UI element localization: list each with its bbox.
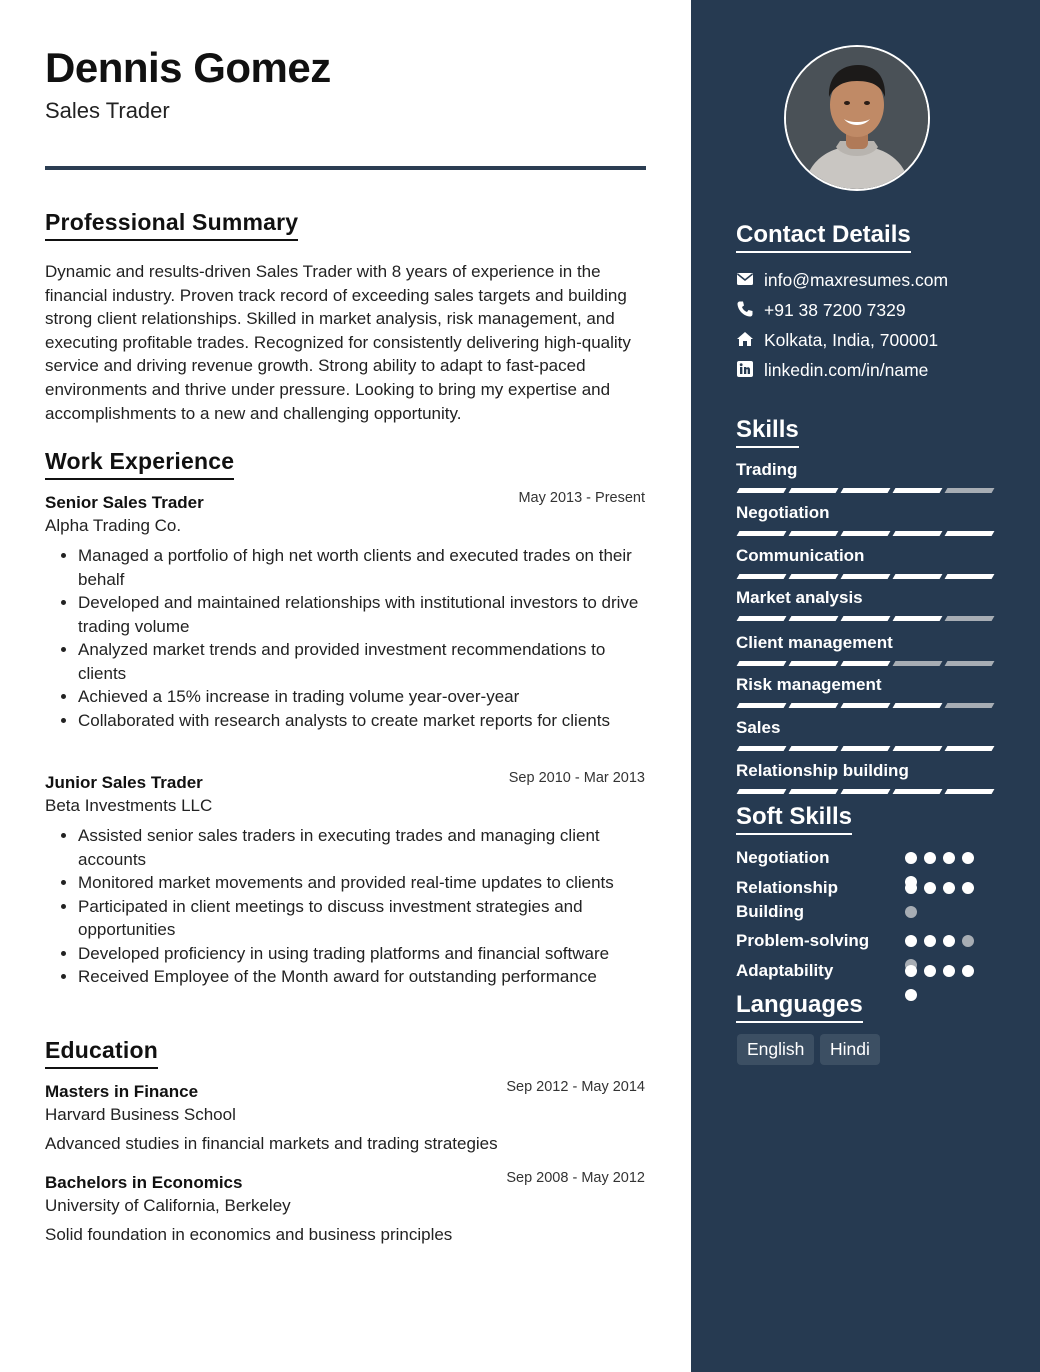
envelope-icon [736, 270, 754, 288]
rating-dot [943, 852, 955, 864]
job-title: Senior Sales Trader [45, 493, 204, 512]
rating-dot [962, 852, 974, 864]
skill-rating-segment [737, 616, 787, 621]
skill-name: Communication [736, 546, 865, 565]
address-text: Kolkata, India, 700001 [764, 330, 939, 350]
skill-item [736, 718, 992, 738]
person-portrait-icon [786, 47, 928, 189]
skill-rating-segment [737, 703, 787, 708]
skill-item [736, 460, 992, 480]
education-heading: Education [45, 1037, 158, 1069]
skill-rating-segment [893, 789, 943, 794]
skill-rating-segment [841, 661, 891, 666]
skill-item [736, 503, 992, 523]
education-entry [45, 1081, 645, 1154]
skill-rating-segment [737, 574, 787, 579]
job-entry [45, 772, 645, 989]
skill-rating-segment [893, 746, 943, 751]
skill-name: Relationship building [736, 761, 909, 780]
job-bullet: • Received Employee of the Month award for outstanding performance [78, 965, 645, 989]
rating-dot [962, 965, 974, 977]
rating-dot [905, 965, 917, 977]
skills-heading: Skills [736, 416, 799, 448]
skill-rating-segment [841, 488, 891, 493]
rating-dot [924, 935, 936, 947]
skill-item [736, 588, 992, 608]
skill-rating-segment [893, 703, 943, 708]
soft-skill-name: Relationship Building [736, 878, 839, 921]
skill-rating-bar [738, 789, 994, 795]
education-description: Solid foundation in economics and business principles [45, 1225, 453, 1244]
soft-skill-item [736, 876, 1016, 924]
rating-dot [905, 989, 917, 1001]
linkedin-icon [736, 360, 754, 378]
rating-dot [924, 882, 936, 894]
phone-icon [736, 300, 754, 318]
contact-email[interactable] [736, 270, 948, 292]
skill-rating-segment [737, 488, 787, 493]
skill-rating-segment [789, 531, 839, 536]
job-entry [45, 492, 645, 732]
education-description: Advanced studies in financial markets and trading strategies [45, 1134, 498, 1153]
skill-rating-bar [738, 616, 994, 622]
skill-rating-segment [945, 616, 995, 621]
skill-rating-segment [789, 746, 839, 751]
rating-dot [943, 965, 955, 977]
skill-rating-segment [893, 661, 943, 666]
skill-rating-segment [737, 789, 787, 794]
summary-heading: Professional Summary [45, 209, 298, 241]
skill-rating-segment [893, 488, 943, 493]
skill-item [736, 546, 992, 566]
job-bullets [45, 824, 645, 989]
sidebar [691, 0, 1040, 1372]
skill-name: Client management [736, 633, 893, 652]
soft-skills-heading: Soft Skills [736, 803, 852, 835]
soft-skill-name: Problem-solving [736, 931, 870, 950]
soft-skill-name: Adaptability [736, 961, 834, 980]
job-bullet: • Analyzed market trends and provided investment recommendations to clients [78, 638, 645, 685]
contact-address [736, 330, 938, 352]
skill-rating-segment [737, 746, 787, 751]
header-divider [45, 166, 646, 170]
language-tag: Hindi [820, 1034, 880, 1065]
skill-rating-segment [893, 574, 943, 579]
skill-rating-segment [945, 574, 995, 579]
education-entry [45, 1172, 645, 1245]
job-company: Alpha Trading Co. [45, 516, 182, 535]
skill-item [736, 633, 992, 653]
email-text: info@maxresumes.com [764, 270, 949, 290]
rating-dot [905, 882, 917, 894]
skill-name: Sales [736, 718, 781, 737]
rating-dot [943, 882, 955, 894]
rating-dot [905, 852, 917, 864]
job-bullet: • Developed proficiency in using trading platforms and financial software [78, 942, 645, 966]
skill-rating-segment [789, 616, 839, 621]
job-bullet: • Achieved a 15% increase in trading volume year-over-year [78, 685, 645, 709]
soft-skill-name: Negotiation [736, 848, 830, 867]
skill-rating-segment [841, 703, 891, 708]
language-tag: English [737, 1034, 814, 1065]
skill-name: Market analysis [736, 588, 863, 607]
school-name: Harvard Business School [45, 1105, 236, 1124]
rating-dot [924, 965, 936, 977]
skill-name: Trading [736, 460, 798, 479]
skill-rating-segment [789, 789, 839, 794]
job-title: Junior Sales Trader [45, 773, 203, 792]
skill-rating-segment [945, 789, 995, 794]
candidate-name: Dennis Gomez [45, 44, 331, 91]
skill-rating-bar [738, 531, 994, 537]
skill-rating-segment [789, 703, 839, 708]
skill-rating-segment [945, 488, 995, 493]
skill-rating-bar [738, 488, 994, 494]
skill-rating-segment [789, 574, 839, 579]
languages-heading: Languages [736, 991, 863, 1023]
candidate-role: Sales Trader [45, 98, 170, 123]
skill-rating-segment [737, 531, 787, 536]
contact-linkedin[interactable] [736, 360, 928, 382]
job-bullet: • Assisted senior sales traders in executing trades and managing client accounts [78, 824, 645, 871]
skill-name: Negotiation [736, 503, 830, 522]
skill-rating-segment [789, 661, 839, 666]
skill-rating-segment [945, 531, 995, 536]
school-name: University of California, Berkeley [45, 1196, 291, 1215]
skill-rating-segment [841, 789, 891, 794]
job-bullet: • Managed a portfolio of high net worth clients and executed trades on their behalf [78, 544, 645, 591]
job-bullet: • Participated in client meetings to discuss investment strategies and opportunities [78, 895, 645, 942]
soft-skill-item [736, 929, 1016, 953]
soft-skill-item [736, 846, 1016, 870]
contact-heading: Contact Details [736, 221, 911, 253]
skill-item [736, 761, 992, 781]
skill-rating-segment [841, 574, 891, 579]
skill-rating-segment [945, 746, 995, 751]
rating-dot [905, 935, 917, 947]
skill-rating-segment [841, 531, 891, 536]
skill-rating-bar [738, 661, 994, 667]
degree-title: Bachelors in Economics [45, 1173, 243, 1192]
skill-name: Risk management [736, 675, 882, 694]
education-dates: Sep 2008 - May 2012 [506, 1170, 645, 1186]
job-bullet: • Collaborated with research analysts to create market reports for clients [78, 709, 645, 733]
home-icon [736, 330, 754, 348]
skill-rating-bar [738, 703, 994, 709]
job-dates: Sep 2010 - Mar 2013 [508, 770, 645, 786]
skill-rating-segment [893, 531, 943, 536]
skill-rating-bar [738, 746, 994, 752]
job-company: Beta Investments LLC [45, 796, 213, 815]
skill-rating-segment [945, 661, 995, 666]
phone-text: +91 38 7200 7329 [764, 300, 906, 320]
summary-text: Dynamic and results-driven Sales Trader with 8 years of experience in the financial industry. Proven track record of exceeding sales targets and building strong client relationships. Skilled in market analysis, risk management, and executing profitable trades. Recognized for consistently delivering high-quality service and driving revenue growth. Strong ability to adapt to fast-paced environments and thrive under pressure. Looking to bring my expertise and accomplishments to a new and challenging opportunity. [45, 262, 631, 423]
job-bullet: • Monitored market movements and provided real-time updates to clients [78, 871, 645, 895]
skill-rating-segment [841, 746, 891, 751]
skill-rating-bar [738, 574, 994, 580]
soft-skill-item [736, 959, 1016, 983]
rating-dot [962, 882, 974, 894]
skill-rating-segment [893, 616, 943, 621]
job-bullet: • Developed and maintained relationships with institutional investors to drive trading volume [78, 591, 645, 638]
profile-photo [784, 45, 930, 191]
linkedin-text: linkedin.com/in/name [764, 360, 929, 380]
skill-rating-segment [945, 703, 995, 708]
rating-dot [924, 852, 936, 864]
rating-dot [943, 935, 955, 947]
education-dates: Sep 2012 - May 2014 [506, 1079, 645, 1095]
contact-phone[interactable] [736, 300, 906, 322]
job-dates: May 2013 - Present [518, 490, 645, 506]
skill-rating-segment [737, 661, 787, 666]
skill-rating-segment [841, 616, 891, 621]
skill-rating-segment [789, 488, 839, 493]
skill-item [736, 675, 992, 695]
rating-dot [905, 906, 917, 918]
experience-heading: Work Experience [45, 448, 234, 480]
job-bullets [45, 544, 645, 732]
rating-dot [962, 935, 974, 947]
degree-title: Masters in Finance [45, 1082, 199, 1101]
